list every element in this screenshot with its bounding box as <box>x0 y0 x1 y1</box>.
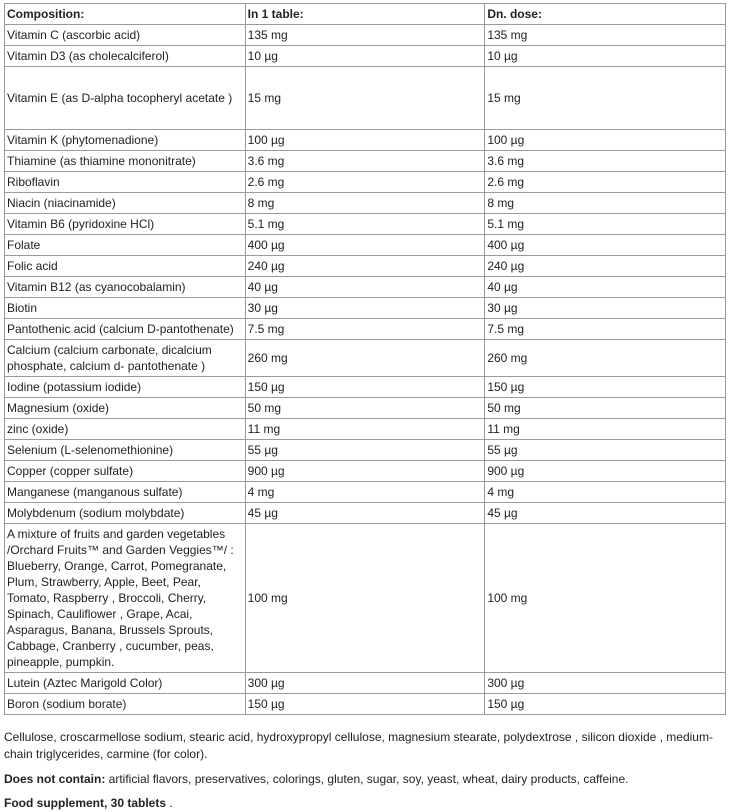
table-row <box>5 461 726 482</box>
amount-per-tablet: 100 µg <box>245 130 485 151</box>
amount-per-tablet: 150 µg <box>245 694 485 715</box>
amount-daily-dose: 40 µg <box>485 277 726 298</box>
amount-per-tablet: 150 µg <box>245 377 485 398</box>
ingredient-name: Vitamin K (phytomenadione) <box>5 130 246 151</box>
ingredient-name: Thiamine (as thiamine mononitrate) <box>5 151 246 172</box>
ingredient-name: Manganese (manganous sulfate) <box>5 482 246 503</box>
table-row <box>5 46 726 67</box>
ingredient-name: Niacin (niacinamide) <box>5 193 246 214</box>
amount-daily-dose: 400 µg <box>485 235 726 256</box>
ingredient-name: Vitamin E (as D-alpha tocopheryl acetate ) <box>5 67 246 130</box>
amount-per-tablet: 15 mg <box>245 67 485 130</box>
table-row <box>5 172 726 193</box>
supplement-suffix: . <box>166 796 173 810</box>
table-row <box>5 67 726 130</box>
amount-daily-dose: 300 µg <box>485 673 726 694</box>
table-row <box>5 130 726 151</box>
table-row <box>5 524 726 673</box>
table-row <box>5 482 726 503</box>
amount-daily-dose: 11 mg <box>485 419 726 440</box>
supplement-paragraph <box>4 795 726 812</box>
ingredient-name: Pantothenic acid (calcium D-pantothenate) <box>5 319 246 340</box>
amount-daily-dose: 15 mg <box>485 67 726 130</box>
ingredient-name: Vitamin B12 (as cyanocobalamin) <box>5 277 246 298</box>
amount-per-tablet: 45 µg <box>245 503 485 524</box>
ingredient-name: Vitamin B6 (pyridoxine HCl) <box>5 214 246 235</box>
amount-daily-dose: 240 µg <box>485 256 726 277</box>
ingredient-name: Magnesium (oxide) <box>5 398 246 419</box>
header-per-tablet: In 1 table: <box>245 4 485 25</box>
ingredient-name: A mixture of fruits and garden vegetables /Orchard Fruits™ and Garden Veggies™/ : Blueberry, Orange, Carrot, Pomegranate, Plum, Strawberry, Apple, Beet, Pear, Tomato, Raspberry , Broccoli, Cherry, Spinach, Cauliflower , Grape, Acai, Asparagus, Banana, Brussels Sprouts, Cabbage, Cranberry , cucumber, peas, pineapple, pumpkin. <box>5 524 246 673</box>
amount-per-tablet: 4 mg <box>245 482 485 503</box>
header-composition: Composition: <box>5 4 246 25</box>
table-row <box>5 694 726 715</box>
amount-daily-dose: 3.6 mg <box>485 151 726 172</box>
excipients-paragraph: Cellulose, croscarmellose sodium, stearic acid, hydroxypropyl cellulose, magnesium stearate, polydextrose , silicon dioxide , medium-chain triglycerides, carmine (for color). <box>4 730 713 761</box>
amount-daily-dose: 8 mg <box>485 193 726 214</box>
ingredient-name: Copper (copper sulfate) <box>5 461 246 482</box>
amount-daily-dose: 260 mg <box>485 340 726 377</box>
amount-daily-dose: 45 µg <box>485 503 726 524</box>
amount-per-tablet: 50 mg <box>245 398 485 419</box>
table-row <box>5 298 726 319</box>
table-row <box>5 277 726 298</box>
ingredient-name: Calcium (calcium carbonate, dicalcium phosphate, calcium d- pantothenate ) <box>5 340 246 377</box>
table-row <box>5 419 726 440</box>
table-row <box>5 673 726 694</box>
amount-per-tablet: 300 µg <box>245 673 485 694</box>
amount-per-tablet: 11 mg <box>245 419 485 440</box>
amount-daily-dose: 55 µg <box>485 440 726 461</box>
amount-daily-dose: 2.6 mg <box>485 172 726 193</box>
table-row <box>5 214 726 235</box>
ingredient-name: Molybdenum (sodium molybdate) <box>5 503 246 524</box>
ingredient-name: Vitamin C (ascorbic acid) <box>5 25 246 46</box>
amount-per-tablet: 400 µg <box>245 235 485 256</box>
amount-per-tablet: 2.6 mg <box>245 172 485 193</box>
table-row <box>5 151 726 172</box>
table-row <box>5 377 726 398</box>
table-header-row <box>5 4 726 25</box>
does-not-contain-text: artificial flavors, preservatives, colorings, gluten, sugar, soy, yeast, wheat, dairy products, caffeine. <box>105 772 629 786</box>
amount-daily-dose: 10 µg <box>485 46 726 67</box>
header-daily-dose: Dn. dose: <box>485 4 726 25</box>
ingredient-name: Vitamin D3 (as cholecalciferol) <box>5 46 246 67</box>
table-row <box>5 193 726 214</box>
ingredient-name: Folate <box>5 235 246 256</box>
amount-per-tablet: 40 µg <box>245 277 485 298</box>
ingredient-name: Selenium (L-selenomethionine) <box>5 440 246 461</box>
amount-per-tablet: 100 mg <box>245 524 485 673</box>
table-row <box>5 256 726 277</box>
amount-per-tablet: 3.6 mg <box>245 151 485 172</box>
amount-daily-dose: 5.1 mg <box>485 214 726 235</box>
amount-per-tablet: 10 µg <box>245 46 485 67</box>
ingredient-name: Folic acid <box>5 256 246 277</box>
amount-per-tablet: 55 µg <box>245 440 485 461</box>
amount-per-tablet: 5.1 mg <box>245 214 485 235</box>
amount-daily-dose: 150 µg <box>485 694 726 715</box>
amount-daily-dose: 30 µg <box>485 298 726 319</box>
table-row <box>5 503 726 524</box>
amount-daily-dose: 100 mg <box>485 524 726 673</box>
ingredient-name: Riboflavin <box>5 172 246 193</box>
amount-daily-dose: 150 µg <box>485 377 726 398</box>
amount-daily-dose: 4 mg <box>485 482 726 503</box>
amount-per-tablet: 30 µg <box>245 298 485 319</box>
does-not-contain-paragraph <box>4 771 726 788</box>
composition-table <box>4 3 726 715</box>
table-row <box>5 25 726 46</box>
amount-per-tablet: 260 mg <box>245 340 485 377</box>
amount-per-tablet: 240 µg <box>245 256 485 277</box>
ingredient-name: Biotin <box>5 298 246 319</box>
does-not-contain-label: Does not contain: <box>4 772 106 786</box>
table-row <box>5 235 726 256</box>
amount-per-tablet: 7.5 mg <box>245 319 485 340</box>
ingredient-name: Iodine (potassium iodide) <box>5 377 246 398</box>
amount-daily-dose: 900 µg <box>485 461 726 482</box>
amount-daily-dose: 100 µg <box>485 130 726 151</box>
table-row <box>5 340 726 377</box>
table-row <box>5 319 726 340</box>
table-row <box>5 440 726 461</box>
amount-daily-dose: 50 mg <box>485 398 726 419</box>
amount-per-tablet: 135 mg <box>245 25 485 46</box>
amount-daily-dose: 135 mg <box>485 25 726 46</box>
ingredient-name: zinc (oxide) <box>5 419 246 440</box>
amount-daily-dose: 7.5 mg <box>485 319 726 340</box>
supplement-label: Food supplement, 30 tablets <box>4 796 167 810</box>
amount-per-tablet: 8 mg <box>245 193 485 214</box>
ingredient-name: Boron (sodium borate) <box>5 694 246 715</box>
ingredient-name: Lutein (Aztec Marigold Color) <box>5 673 246 694</box>
amount-per-tablet: 900 µg <box>245 461 485 482</box>
table-row <box>5 398 726 419</box>
